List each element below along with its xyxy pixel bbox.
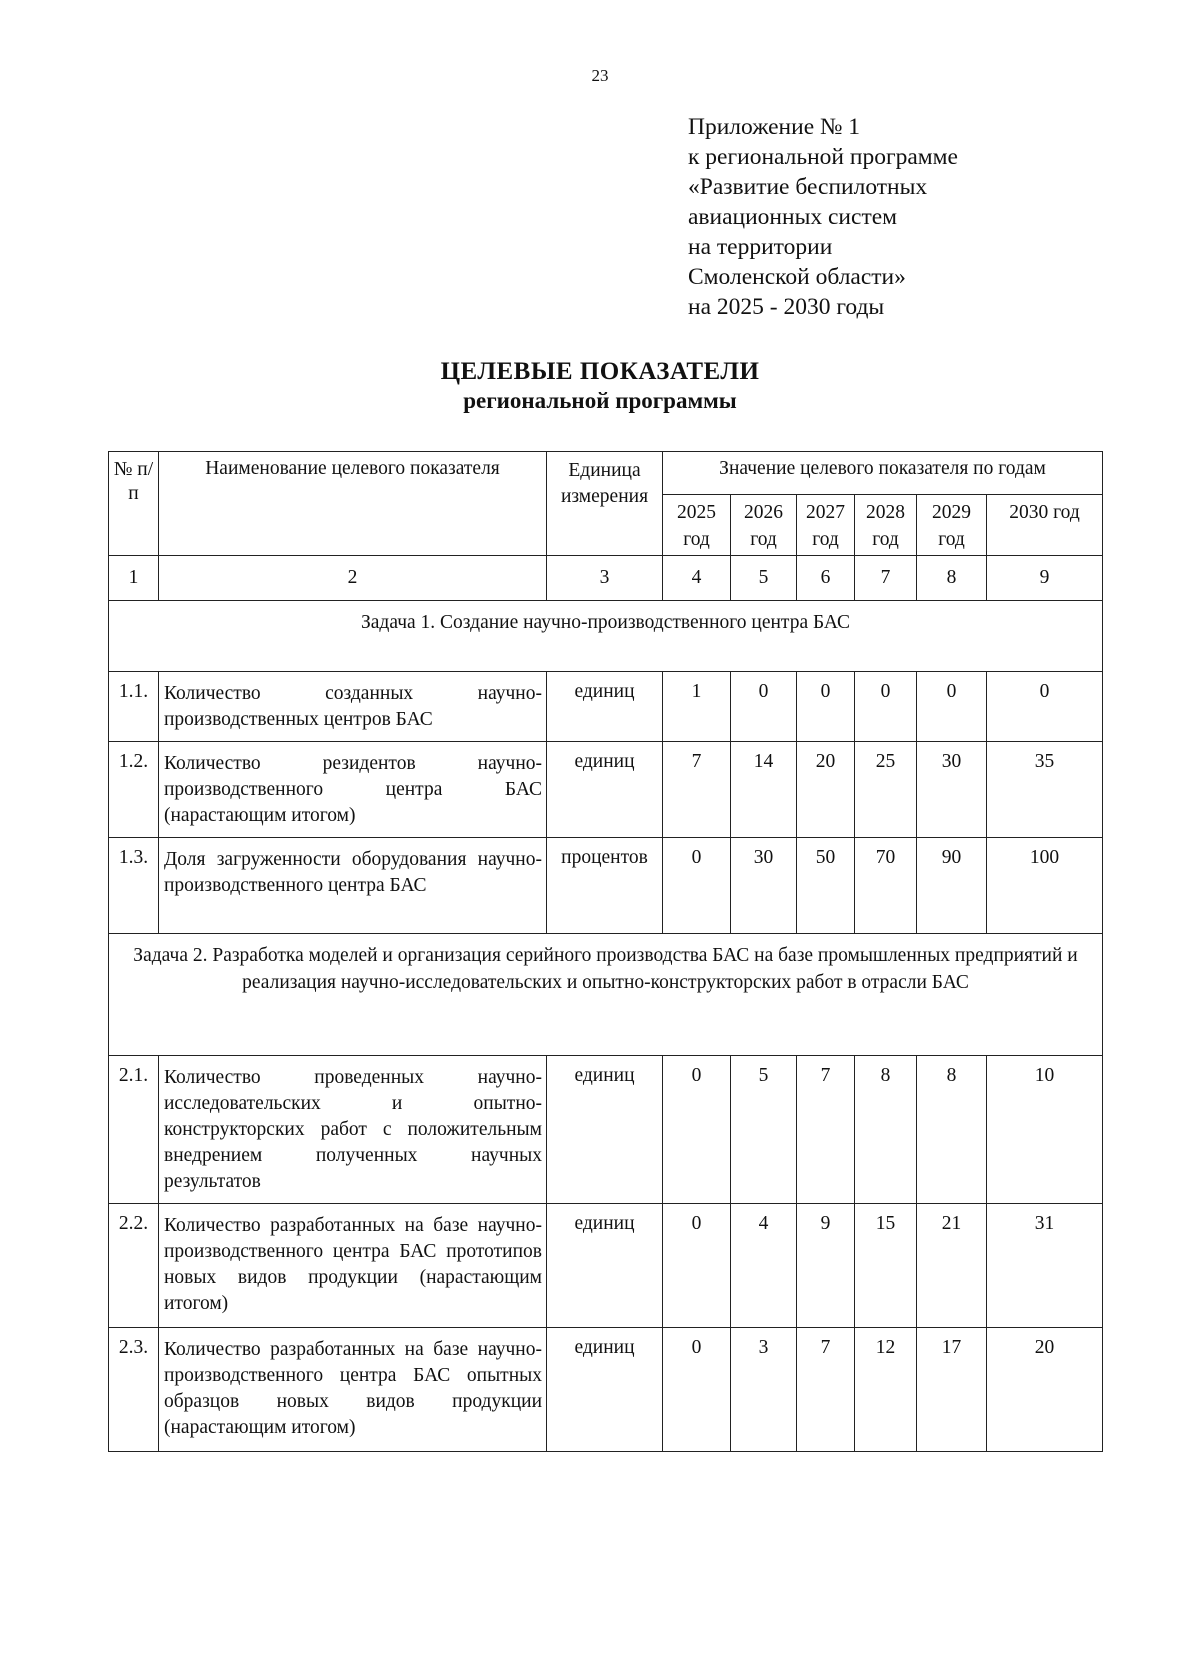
row-value-2030: 10	[987, 1056, 1103, 1204]
row-value-2026: 0	[731, 672, 797, 742]
appendix-block	[688, 112, 958, 322]
column-number: 1	[109, 556, 159, 601]
header-unit: Единица измерения	[547, 452, 663, 556]
column-number: 3	[547, 556, 663, 601]
header-year-2027: 2027 год	[797, 495, 855, 556]
row-value-2026: 5	[731, 1056, 797, 1204]
row-value-2027: 0	[797, 672, 855, 742]
row-number: 1.2.	[109, 742, 159, 838]
row-value-2027: 9	[797, 1204, 855, 1328]
row-value-2029: 0	[917, 672, 987, 742]
appendix-line: на 2025 - 2030 годы	[688, 294, 885, 320]
row-value-2027: 7	[797, 1056, 855, 1204]
row-unit: единиц	[547, 1204, 663, 1328]
task-title: Задача 1. Создание научно-производственного центра БАС	[109, 601, 1103, 672]
column-number: 6	[797, 556, 855, 601]
row-value-2030: 35	[987, 742, 1103, 838]
row-value-2025: 0	[663, 1328, 731, 1452]
row-value-2030: 100	[987, 838, 1103, 934]
row-value-2029: 21	[917, 1204, 987, 1328]
header-year-2025: 2025 год	[663, 495, 731, 556]
column-number: 8	[917, 556, 987, 601]
row-value-2025: 0	[663, 1204, 731, 1328]
row-name: Количество проведенных научно-исследовательских и опытно-конструкторских работ с положительным внедрением полученных научных результатов	[159, 1056, 547, 1204]
row-value-2025: 1	[663, 672, 731, 742]
row-value-2026: 14	[731, 742, 797, 838]
header-num: № п/п	[109, 452, 159, 556]
appendix-line: Приложение № 1	[688, 114, 861, 140]
task-row	[109, 934, 1103, 1056]
header-year-2029: 2029 год	[917, 495, 987, 556]
row-number: 1.1.	[109, 672, 159, 742]
row-value-2026: 3	[731, 1328, 797, 1452]
row-name: Количество резидентов научно-производственного центра БАС (нарастающим итогом)	[159, 742, 547, 838]
row-value-2029: 90	[917, 838, 987, 934]
row-value-2030: 0	[987, 672, 1103, 742]
page-number: 23	[591, 66, 609, 85]
column-number: 5	[731, 556, 797, 601]
title-sub: региональной программы	[463, 388, 737, 413]
row-number: 2.3.	[109, 1328, 159, 1452]
table-row	[109, 672, 1103, 742]
row-value-2026: 30	[731, 838, 797, 934]
row-value-2029: 17	[917, 1328, 987, 1452]
table-row	[109, 838, 1103, 934]
indicators-table	[108, 451, 1103, 1452]
column-numbers-row	[109, 556, 1103, 601]
appendix-line: Смоленской области»	[688, 264, 906, 290]
row-name: Доля загруженности оборудования научно-производственного центра БАС	[159, 838, 547, 934]
header-name: Наименование целевого показателя	[159, 452, 547, 556]
column-number: 2	[159, 556, 547, 601]
row-name: Количество созданных научно-производственных центров БАС	[159, 672, 547, 742]
row-unit: процентов	[547, 838, 663, 934]
table-row	[109, 742, 1103, 838]
header-year-2026: 2026 год	[731, 495, 797, 556]
row-value-2025: 0	[663, 838, 731, 934]
header-year-2030: 2030 год	[987, 495, 1103, 556]
row-value-2028: 12	[855, 1328, 917, 1452]
row-value-2028: 70	[855, 838, 917, 934]
row-value-2028: 25	[855, 742, 917, 838]
task-row	[109, 601, 1103, 672]
row-number: 1.3.	[109, 838, 159, 934]
table-row	[109, 1204, 1103, 1328]
row-value-2027: 7	[797, 1328, 855, 1452]
row-number: 2.2.	[109, 1204, 159, 1328]
row-value-2028: 0	[855, 672, 917, 742]
row-unit: единиц	[547, 742, 663, 838]
appendix-line: к региональной программе	[688, 144, 958, 170]
row-value-2029: 8	[917, 1056, 987, 1204]
column-number: 4	[663, 556, 731, 601]
row-value-2030: 20	[987, 1328, 1103, 1452]
row-value-2030: 31	[987, 1204, 1103, 1328]
table-row	[109, 1328, 1103, 1452]
column-number: 9	[987, 556, 1103, 601]
row-unit: единиц	[547, 1056, 663, 1204]
appendix-line: на территории	[688, 234, 833, 260]
header-year-2028: 2028 год	[855, 495, 917, 556]
row-unit: единиц	[547, 1328, 663, 1452]
title-main: ЦЕЛЕВЫЕ ПОКАЗАТЕЛИ	[440, 358, 760, 385]
row-name: Количество разработанных на базе научно-производственного центра БАС прототипов новых видов продукции (нарастающим итогом)	[159, 1204, 547, 1328]
task-title: Задача 2. Разработка моделей и организация серийного производства БАС на базе промышленных предприятий и реализация научно-исследовательских и опытно-конструкторских работ в отрасли БАС	[109, 934, 1103, 1056]
table-row	[109, 1056, 1103, 1204]
document-title	[0, 357, 1200, 415]
row-value-2029: 30	[917, 742, 987, 838]
row-value-2025: 0	[663, 1056, 731, 1204]
row-value-2027: 50	[797, 838, 855, 934]
row-value-2028: 8	[855, 1056, 917, 1204]
row-value-2026: 4	[731, 1204, 797, 1328]
header-values: Значение целевого показателя по годам	[663, 452, 1103, 495]
appendix-line: «Развитие беспилотных	[688, 174, 928, 200]
row-value-2028: 15	[855, 1204, 917, 1328]
column-number: 7	[855, 556, 917, 601]
appendix-line: авиационных систем	[688, 204, 898, 230]
row-name: Количество разработанных на базе научно-производственного центра БАС опытных образцов новых видов продукции (нарастающим итогом)	[159, 1328, 547, 1452]
row-value-2025: 7	[663, 742, 731, 838]
row-unit: единиц	[547, 672, 663, 742]
row-number: 2.1.	[109, 1056, 159, 1204]
row-value-2027: 20	[797, 742, 855, 838]
